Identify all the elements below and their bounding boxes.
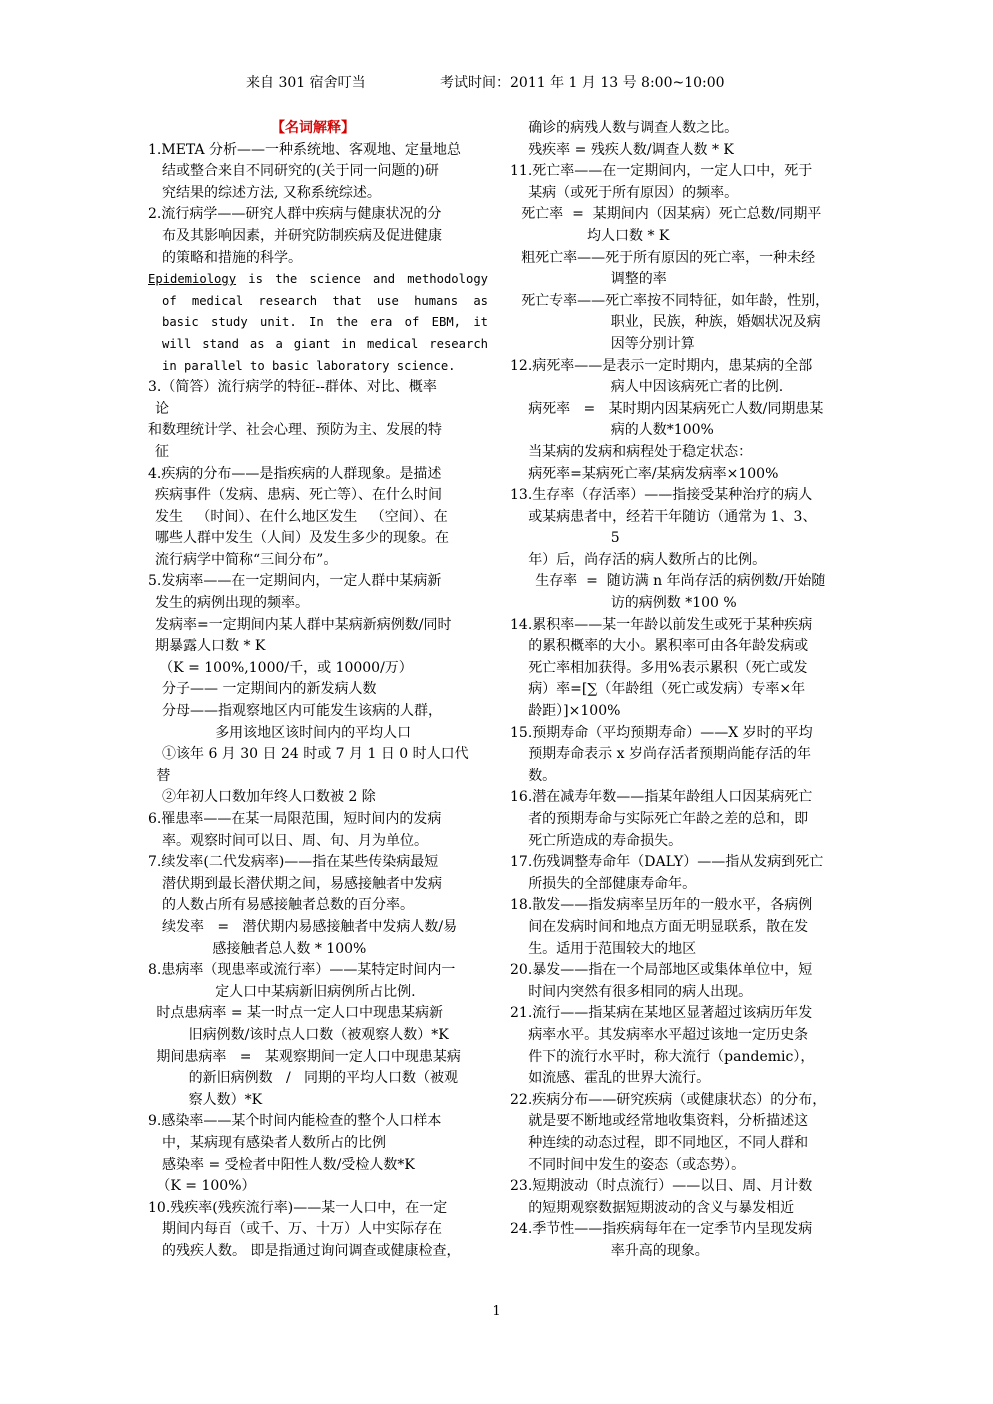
text-line: in parallel to basic laboratory science.: [162, 358, 456, 373]
text-line: 时间内突然有很多相同的病人出现。: [528, 983, 753, 1000]
text-line: 发生 （时间）、在什么地区发生 （空间）、在: [155, 508, 448, 525]
text-line: 死亡率 = 某期间内（因某病）死亡总数/同期平: [521, 206, 822, 223]
text-line: 当某病的发病和病程处于稳定状态：: [528, 443, 753, 460]
text-line: 18.散发——指发病率呈历年的一般水平，各病例: [510, 897, 813, 914]
text-line: （K = 100%）: [156, 1178, 256, 1195]
text-line: 感接触者总人数 * 100%: [212, 940, 367, 957]
text-line: 所损失的全部健康寿命年。: [528, 875, 697, 892]
text-line: 11.死亡率——在一定期间内，一定人口中，死于: [510, 163, 813, 180]
text-line: 9.感染率——某个时间内能检查的整个人口样本: [148, 1113, 442, 1130]
text-line: 感染率 = 受检者中阳性人数/受检人数*K: [162, 1156, 415, 1173]
text-line: 的新旧病例数 / 同期的平均人口数（被观: [188, 1070, 459, 1087]
text-line: 病率水平。其发病率水平超过该地一定历史条: [528, 1026, 809, 1043]
text-line: 8.患病率（现患率或流行率）——某特定时间内一: [148, 962, 456, 979]
text-line: 12.病死率——是表示一定时期内，患某病的全部: [510, 357, 813, 374]
text-line: 和数理统计学、社会心理、预防为主、发展的特: [148, 422, 442, 439]
text-line: 如流感、霍乱的世界大流行。: [528, 1070, 711, 1087]
text-line: 件下的流行水平时，称大流行（pandemic），: [528, 1048, 815, 1065]
text-line: 21.流行——指某病在某地区显著超过该病历年发: [510, 1005, 813, 1022]
text-line: 哪些人群中发生（人间）及发生多少的现象。在: [155, 530, 449, 547]
text-line: 生。适用于范围较大的地区: [528, 940, 697, 957]
text-line: 均人口数 * K: [587, 227, 670, 244]
text-line: 的累积概率的大小。累积率可由各年龄发病或: [528, 638, 809, 655]
text-line: 分母——指观察地区内可能发生该病的人群，: [162, 703, 442, 720]
text-line: 7.续发率(二代发病率)——指在某些传染病最短: [148, 854, 439, 871]
text-line: 生存率 = 随访满 n 年尚存活的病例数/开始随: [535, 573, 826, 590]
text-line: 死亡率相加获得。多用%表示累积（死亡或发: [528, 659, 808, 676]
text-line: 期间患病率 = 某观察期间一定人口中现患某病: [156, 1048, 461, 1065]
right-column: [510, 118, 850, 1278]
text-line: 调整的率: [610, 271, 667, 288]
text-line: 死亡所造成的寿命损失。: [528, 832, 683, 849]
text-line: 23.短期波动（时点流行）——以日、周、月计数: [510, 1178, 813, 1195]
text-line: 征: [155, 443, 169, 460]
text-line: 20.暴发——指在一个局部地区或集体单位中，短: [510, 962, 813, 979]
text-line: 多用该地区该时间内的平均人口: [215, 724, 412, 741]
text-line: 期间内每百（或千、万、十万）人中实际存在: [162, 1221, 442, 1238]
text-line: 年）后，尚存活的病人数所占的比例。: [528, 551, 767, 568]
text-line: 16.潜在减寿年数——指某年龄组人口因某病死亡: [510, 789, 813, 806]
header-exam-time: 考试时间：2011 年 1 月 13 号 8:00~10:00: [440, 75, 725, 91]
text-line: 22.疾病分布——研究疾病（或健康状态）的分布，: [510, 1091, 827, 1108]
text-line: 不同时间中发生的姿态（或态势）。: [528, 1156, 746, 1173]
page-header: [0, 68, 993, 92]
text-line: 职业，民族，种族，婚姻状况及病: [610, 314, 821, 331]
text-line: 的短期观察数据短期波动的含义与暴发相近: [528, 1199, 795, 1216]
text-line: 5: [610, 530, 620, 547]
text-line: 率升高的现象。: [610, 1242, 709, 1259]
page-number: 1: [492, 1304, 501, 1319]
text-line: 病的人数*100%: [610, 422, 714, 439]
text-line: 的人数占所有易感接触者总数的百分率。: [162, 897, 414, 914]
text-line: 潜伏期到最长潜伏期之间，易感接触者中发病: [162, 875, 442, 892]
text-line: 结或整合来自不同研究的(关于同一问题的)研: [162, 163, 439, 180]
text-line: 5.发病率——在一定期间内，一定人群中某病新: [148, 573, 442, 590]
text-line: 死亡专率——死亡率按不同特征，如年龄，性别，: [521, 292, 830, 309]
text-line: 分子—— 一定期间内的新发病人数: [162, 681, 377, 698]
text-line: 流行病学中简称“三间分布”。: [155, 551, 338, 568]
text-line: 预期寿命表示 x 岁尚存活者预期尚能存活的年: [528, 746, 811, 763]
text-line: 种连续的动态过程，即不同地区，不同人群和: [528, 1134, 809, 1151]
text-line: 龄距）]×100%: [528, 703, 621, 720]
text-line: 布及其影响因素，并研究防制疾病及促进健康: [162, 227, 442, 244]
text-line: 替: [156, 767, 171, 784]
text-line: 论: [155, 400, 169, 417]
text-line: 14.累积率——某一年龄以前发生或死于某种疾病: [510, 616, 813, 633]
text-line: （K = 100%,1000/千，或 10000/万）: [159, 659, 413, 676]
text-line: 究结果的综述方法, 又称系统综述。: [162, 184, 381, 201]
text-line: 数。: [528, 767, 557, 784]
text-line: 确诊的病残人数与调查人数之比。: [528, 120, 739, 136]
text-line: 续发率 = 潜伏期内易感接触者中发病人数/易: [162, 918, 458, 935]
text-line: 旧病例数/该时点人口数（被观察人数）*K: [188, 1026, 449, 1043]
underlined-word: Epidemiology: [148, 272, 237, 287]
text-line: ②年初人口数加年终人口数被 2 除: [162, 789, 376, 806]
text-line: 时点患病率 = 某一时点一定人口中现患某病新: [156, 1005, 444, 1022]
text-line: 就是要不断地或经常地收集资料，分析描述这: [528, 1113, 809, 1130]
text-line: 定人口中某病新旧病例所占比例.: [215, 983, 416, 1000]
header-source: 来自 301 宿舍叮当: [246, 75, 366, 91]
text-line: 疾病事件（发病、患病、死亡等）、在什么时间: [155, 487, 442, 504]
section-title: 【名词解释】: [271, 120, 355, 136]
text-line: 残疾率 = 残疾人数/调查人数 * K: [528, 141, 734, 158]
text-line: 因等分别计算: [610, 335, 695, 352]
text-line: 率。观察时间可以日、周、旬、月为单位。: [162, 832, 428, 849]
text-line: 10.残疾率(残疾流行率)——某一人口中，在一定: [148, 1199, 448, 1216]
text-line: 2.流行病学——研究人群中疾病与健康状况的分: [148, 206, 442, 223]
text-line: 4.疾病的分布——是指疾病的人群现象。是描述: [148, 465, 442, 482]
text-line: 粗死亡率——死于所有原因的死亡率，一种未经: [521, 249, 816, 266]
text-line: 发生的病例出现的频率。: [155, 595, 309, 612]
text-line: 6.罹患率——在某一局限范围，短时间内的发病: [148, 811, 442, 827]
text-line: 的策略和措施的科学。: [162, 249, 302, 266]
text-line: 13.生存率（存活率）——指接受某种治疗的病人: [510, 487, 813, 504]
text-line: 1.META 分析——一种系统地、客观地、定量地总: [148, 141, 462, 158]
text-line: 15.预期寿命（平均预期寿命）——X 岁时的平均: [510, 724, 813, 741]
text-line: 17.伤残调整寿命年（DALY）——指从发病到死亡: [510, 854, 824, 871]
text-line: 期暴露人口数 * K: [155, 638, 266, 655]
text-line: 察人数）*K: [188, 1091, 263, 1108]
text-line: ①该年 6 月 30 日 24 时或 7 月 1 日 0 时人口代: [162, 746, 469, 763]
text-line: 病死率=某病死亡率/某病发病率×100%: [528, 465, 779, 482]
text-line: 或某病患者中，经若干年随访（通常为 1、3、: [528, 508, 817, 525]
text-line: basic study unit. In the era of EBM, it: [162, 315, 488, 330]
text-line: 发病率=一定期间内某人群中某病新病例数/同时: [155, 616, 452, 633]
text-line: 者的预期寿命与实际死亡年龄之差的总和，即: [528, 811, 809, 827]
text-line: Epidemiology is the science and methodology: [148, 272, 488, 287]
text-line: of medical research that use humans as: [162, 293, 488, 308]
text-line: 的残疾人数。 即是指通过询问调查或健康检查，: [162, 1242, 461, 1259]
text-line: 中，某病现有感染者人数所占的比例: [162, 1134, 386, 1151]
text-line: 病）率=[∑（年龄组（死亡或发病）专率×年: [528, 681, 806, 698]
text-line: 某病（或死于所有原因）的频率。: [528, 184, 739, 201]
text-line: 24.季节性——指疾病每年在一定季节内呈现发病: [510, 1221, 813, 1238]
text-line: 3.（简答）流行病学的特征--群体、对比、概率: [148, 379, 437, 396]
text-line: 病死率 = 某时期内因某病死亡人数/同期患某: [528, 400, 824, 417]
text-line: 间在发病时间和地点方面无明显联系，散在发: [528, 918, 809, 935]
left-column: [148, 118, 488, 1278]
text-line: 访的病例数 *100 %: [610, 595, 737, 612]
text-line: 病人中因该病死亡者的比例.: [610, 379, 784, 396]
text-line: will stand as a giant in medical research: [162, 336, 488, 351]
